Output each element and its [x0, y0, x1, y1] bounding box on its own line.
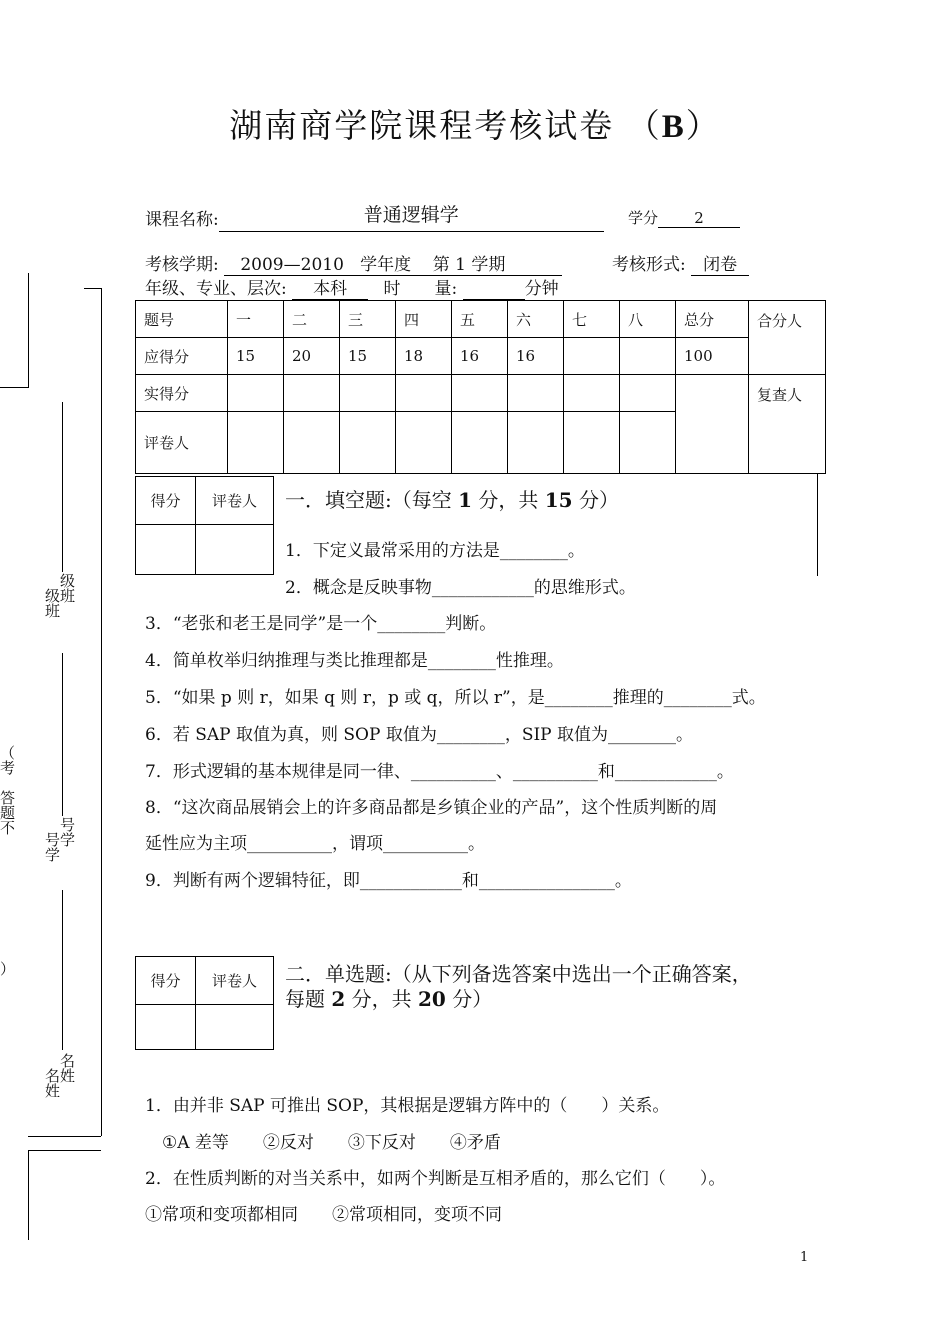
score-header-cell: 六 [508, 301, 564, 338]
section2-heading: 二．单选题:（从下列备选答案中选出一个正确答案， [285, 962, 752, 986]
score-header-cell: 七 [564, 301, 620, 338]
level-value: 本科 [292, 274, 368, 300]
score-header-cell: 八 [620, 301, 676, 338]
points-cell: 20 [284, 338, 340, 375]
time-unit: 分钟 [524, 279, 559, 299]
checker-label: 复查人 [749, 375, 826, 474]
student-id-label-mirror: 号 学 [45, 831, 61, 864]
credit-row [628, 207, 740, 228]
score-box-label: 得分 [136, 477, 196, 525]
margin-note-paren: ） [0, 960, 16, 978]
points-cell [564, 338, 620, 375]
section2-heading-cont: 每题 2 分，共 20 分） [285, 987, 493, 1011]
fill-question-8-cont: 延性应为主项__________，谓项__________。 [145, 834, 485, 854]
course-name-label: 课程名称: [145, 210, 219, 230]
actual-score-cell [620, 375, 676, 412]
choice-question-2: 2．在性质判断的对当关系中，如两个判断是互相矛盾的，那么它们（ ）。 [145, 1169, 726, 1189]
reviewer-cell [396, 412, 452, 474]
course-name-row [145, 204, 604, 232]
student-id-field-line [62, 653, 63, 816]
reviewer-cell [284, 412, 340, 474]
choice-options-1: ①A 差等 ②反对 ③下反对 ④矛盾 [162, 1133, 501, 1153]
page-number: 1 [800, 1250, 809, 1265]
binding-margin-line [28, 273, 29, 388]
reviewer-cell [620, 412, 676, 474]
actual-score-cell [340, 375, 396, 412]
name-field-line [62, 890, 63, 1050]
fill-question-9: 9．判断有两个逻辑特征，即____________和________________。 [145, 871, 632, 891]
fill-question-3: 3．“老张和老王是同学”是一个________判断。 [145, 614, 497, 634]
actual-score-cell [452, 375, 508, 412]
reviewer-cell [508, 412, 564, 474]
score-header-cell: 题号 [136, 301, 228, 338]
fill-question-1: 1．下定义最常采用的方法是________。 [285, 541, 585, 561]
fill-question-8: 8．“这次商品展销会上的许多商品都是乡镇企业的产品”，这个性质判断的周 [145, 798, 718, 818]
points-cell: 100 [676, 338, 749, 375]
score-header-cell: 一 [228, 301, 284, 338]
points-cell: 16 [452, 338, 508, 375]
reviewer-label: 评卷人 [136, 412, 228, 474]
actual-score-cell [508, 375, 564, 412]
score-header-cell: 合分人 [749, 301, 826, 375]
choice-options-2: ①常项和变项都相同 ②常项相同，变项不同 [145, 1205, 502, 1225]
time-label: 时 量: [383, 279, 458, 299]
grader-box-cell [196, 525, 274, 575]
fill-question-2: 2．概念是反映事物____________的思维形式。 [285, 578, 636, 598]
term-row [145, 250, 562, 276]
fill-question-5: 5．“如果 p 则 r，如果 q 则 r，p 或 q，所以 r”，是________推理的________式。 [145, 688, 766, 708]
grader-box-cell [196, 1005, 274, 1050]
points-cell: 15 [340, 338, 396, 375]
section1-heading: 一．填空题:（每空 1 分，共 15 分） [285, 488, 619, 512]
points-cell [620, 338, 676, 375]
binding-margin-line [28, 1136, 101, 1137]
score-header-cell: 二 [284, 301, 340, 338]
binding-margin-line [84, 288, 101, 289]
exam-form-label: 考核形式: [612, 255, 686, 275]
exam-title: 湖南商学院课程考核试卷 （B） [229, 106, 721, 145]
score-box-cell [136, 1005, 196, 1050]
score-header-cell: 五 [452, 301, 508, 338]
time-field [463, 279, 525, 300]
points-cell: 18 [396, 338, 452, 375]
fill-question-6: 6．若 SAP 取值为真，则 SOP 取值为________，SIP 取值为________。 [145, 725, 694, 745]
choice-question-1: 1．由并非 SAP 可推出 SOP，其根据是逻辑方阵中的（ ）关系。 [145, 1096, 670, 1116]
score-header-cell: 四 [396, 301, 452, 338]
score-box-label: 得分 [136, 957, 196, 1005]
class-field-line [62, 402, 63, 572]
credit-label: 学分 [628, 209, 659, 227]
total-score-cell [676, 375, 749, 474]
level-row [145, 274, 559, 300]
binding-margin-line [28, 1150, 101, 1151]
score-table [135, 300, 826, 474]
fill-question-7: 7．形式逻辑的基本规律是同一律、__________、__________和____________。 [145, 762, 734, 782]
grader-box-label: 评卷人 [196, 957, 274, 1005]
course-name-field: 普通逻辑学 [219, 204, 604, 232]
score-header-cell: 三 [340, 301, 396, 338]
points-label: 应得分 [136, 338, 228, 375]
section1-score-box [135, 476, 274, 575]
credit-value: 2 [658, 209, 740, 228]
section2-score-box [135, 956, 274, 1050]
reviewer-cell [340, 412, 396, 474]
reviewer-cell [564, 412, 620, 474]
reviewer-cell [228, 412, 284, 474]
name-label-mirror: 名 姓 [45, 1067, 61, 1100]
grader-box-label: 评卷人 [196, 477, 274, 525]
margin-note: （ 考 答 题 不 [0, 744, 16, 837]
actual-score-label: 实得分 [136, 375, 228, 412]
student-id-label: 号 学 [60, 816, 76, 849]
class-label: 级 班 [60, 572, 76, 605]
class-label-mirror: 级 班 [45, 587, 61, 620]
binding-margin-line [28, 1150, 29, 1240]
term-label: 考核学期: [145, 255, 219, 275]
term-field: 2009—2010 学年度 第 1 学期 [224, 250, 562, 276]
name-label: 名 姓 [60, 1052, 76, 1085]
actual-score-cell [228, 375, 284, 412]
binding-margin-line [101, 288, 102, 1136]
actual-score-cell [396, 375, 452, 412]
fill-question-4: 4．简单枚举归纳推理与类比推理都是________性推理。 [145, 651, 564, 671]
reviewer-cell [452, 412, 508, 474]
actual-score-cell [284, 375, 340, 412]
score-box-cell [136, 525, 196, 575]
table-edge-line [817, 474, 818, 576]
actual-score-cell [564, 375, 620, 412]
exam-form-value: 闭卷 [691, 250, 749, 276]
level-label: 年级、专业、层次: [145, 279, 287, 299]
exam-form-row [612, 250, 749, 276]
binding-margin-line [0, 387, 28, 388]
points-cell: 15 [228, 338, 284, 375]
points-cell: 16 [508, 338, 564, 375]
score-header-cell: 总分 [676, 301, 749, 338]
